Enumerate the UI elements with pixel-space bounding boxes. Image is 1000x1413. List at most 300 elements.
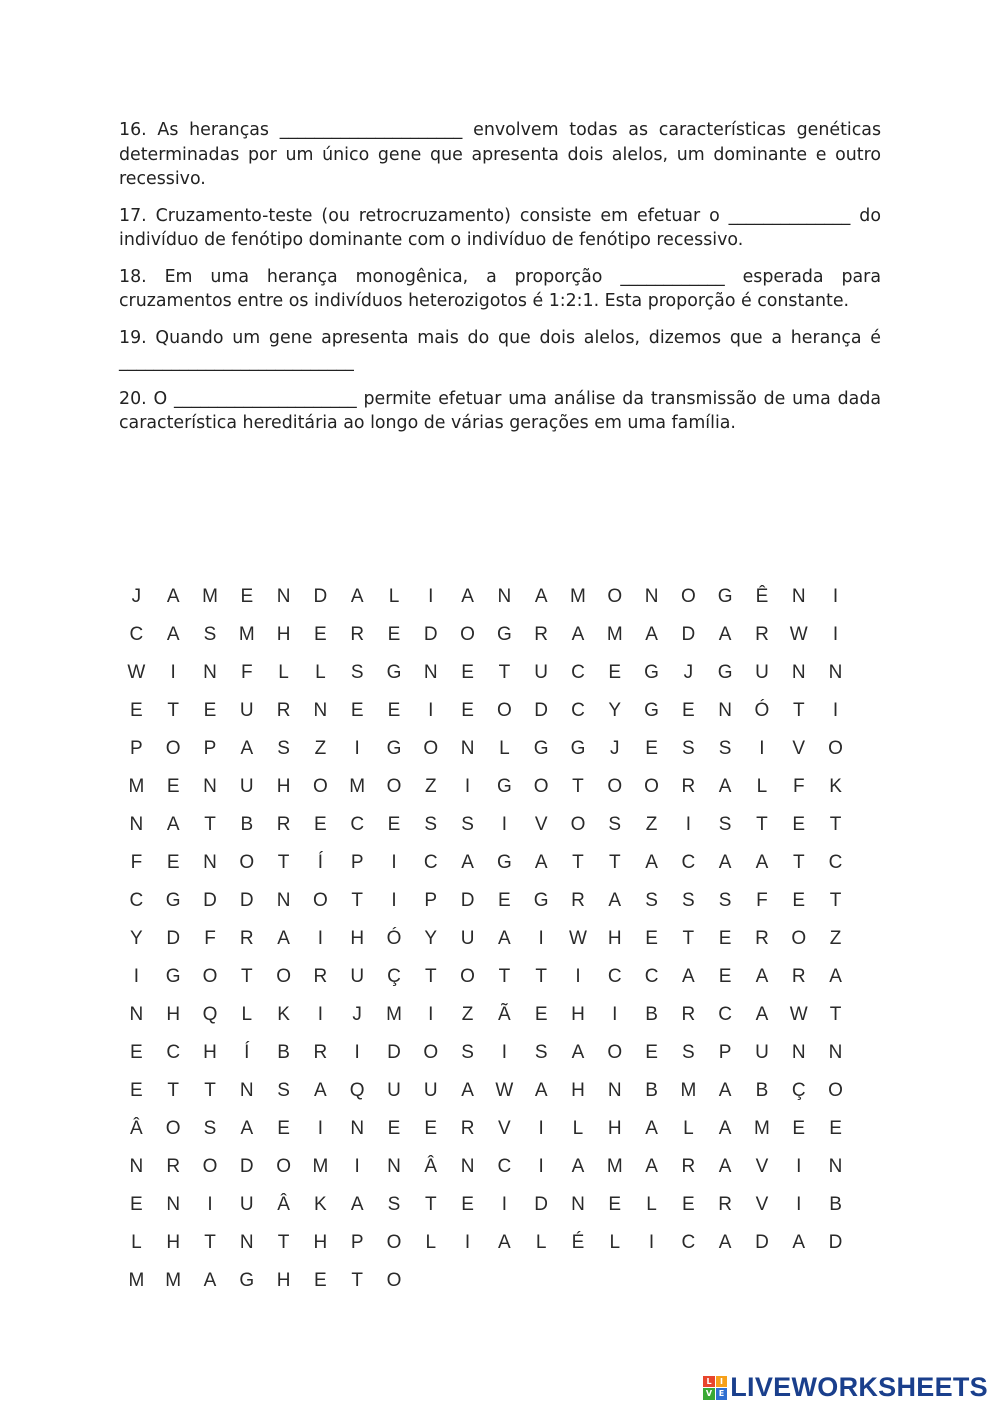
grid-letter[interactable]: O (312, 776, 328, 797)
grid-letter[interactable]: T (682, 928, 695, 949)
grid-letter[interactable]: E (130, 1080, 143, 1101)
grid-letter[interactable]: T (167, 700, 179, 721)
grid-letter[interactable]: N (203, 776, 217, 797)
grid-letter[interactable]: E (498, 890, 511, 911)
grid-letter[interactable]: O (496, 700, 512, 721)
grid-letter[interactable]: Â (424, 1156, 438, 1177)
grid-letter[interactable]: R (755, 928, 769, 949)
grid-letter[interactable]: E (645, 928, 658, 949)
grid-letter[interactable]: A (571, 1156, 585, 1177)
grid-letter[interactable]: H (276, 1270, 291, 1291)
grid-letter[interactable]: Í (317, 852, 324, 873)
grid-letter[interactable]: S (424, 814, 438, 835)
grid-letter[interactable]: U (460, 928, 475, 949)
grid-letter[interactable]: S (718, 738, 732, 759)
grid-letter[interactable]: G (496, 852, 512, 873)
grid-letter[interactable]: C (497, 1156, 512, 1177)
grid-letter[interactable]: A (461, 586, 474, 607)
grid-letter[interactable]: S (350, 662, 364, 683)
grid-letter[interactable]: O (791, 928, 807, 949)
grid-letter[interactable]: O (423, 738, 439, 759)
grid-letter[interactable]: I (685, 814, 691, 835)
grid-letter[interactable]: N (203, 852, 217, 873)
grid-letter[interactable]: Ó (754, 700, 770, 721)
grid-letter[interactable]: T (424, 966, 437, 987)
grid-letter[interactable]: É (571, 1232, 585, 1253)
grid-letter[interactable]: D (755, 1232, 769, 1253)
grid-letter[interactable]: K (829, 776, 842, 797)
grid-letter[interactable]: I (428, 700, 434, 721)
grid-letter[interactable]: I (832, 624, 839, 645)
grid-letter[interactable]: C (828, 852, 843, 873)
grid-letter[interactable]: S (718, 814, 732, 835)
grid-letter[interactable]: A (755, 966, 769, 987)
grid-letter[interactable]: C (718, 1004, 733, 1025)
grid-letter[interactable]: I (501, 814, 507, 835)
grid-letter[interactable]: G (644, 662, 659, 683)
grid-letter[interactable]: N (129, 814, 144, 835)
grid-letter[interactable]: A (166, 624, 180, 645)
answer-blank-20[interactable]: _____________________ (174, 388, 357, 409)
grid-letter[interactable]: N (497, 586, 512, 607)
grid-letter[interactable]: N (828, 662, 843, 683)
answer-blank-16[interactable]: _____________________ (279, 120, 463, 140)
grid-letter[interactable]: T (498, 662, 511, 683)
grid-letter[interactable]: A (829, 966, 842, 987)
grid-letter[interactable]: A (498, 1232, 511, 1253)
grid-letter[interactable]: R (571, 890, 585, 911)
grid-letter[interactable]: H (166, 1004, 181, 1025)
grid-letter[interactable]: G (386, 662, 402, 683)
grid-letter[interactable]: U (239, 776, 254, 797)
grid-letter[interactable]: I (501, 1194, 507, 1215)
grid-letter[interactable]: E (350, 700, 364, 721)
grid-letter[interactable]: C (571, 662, 585, 683)
grid-letter[interactable]: T (424, 1194, 437, 1215)
grid-letter[interactable]: P (350, 1232, 364, 1253)
grid-letter[interactable]: L (572, 1118, 584, 1139)
grid-letter[interactable]: C (129, 624, 144, 645)
grid-letter[interactable]: P (350, 852, 364, 873)
grid-letter[interactable]: S (277, 738, 290, 759)
grid-letter[interactable]: O (607, 776, 623, 797)
grid-letter[interactable]: P (203, 738, 217, 759)
grid-letter[interactable]: I (648, 1232, 655, 1253)
grid-letter[interactable]: T (351, 890, 363, 911)
grid-letter[interactable]: N (828, 1156, 843, 1177)
grid-letter[interactable]: I (612, 1004, 618, 1025)
grid-letter[interactable]: I (354, 1156, 360, 1177)
answer-blank-18[interactable]: ____________ (620, 266, 725, 287)
grid-letter[interactable]: G (533, 890, 549, 911)
grid-letter[interactable]: O (202, 1156, 218, 1177)
grid-letter[interactable]: O (386, 1270, 402, 1291)
grid-letter[interactable]: R (681, 776, 696, 797)
grid-letter[interactable]: D (423, 624, 438, 645)
grid-letter[interactable]: N (239, 1080, 254, 1101)
grid-letter[interactable]: M (349, 776, 366, 797)
grid-letter[interactable]: T (572, 852, 584, 873)
grid-letter[interactable]: E (792, 890, 806, 911)
grid-letter[interactable]: E (130, 700, 143, 721)
grid-letter[interactable]: E (240, 586, 254, 607)
grid-letter[interactable]: Y (130, 928, 143, 949)
grid-letter[interactable]: L (683, 1118, 694, 1139)
grid-letter[interactable]: D (681, 624, 696, 645)
grid-letter[interactable]: N (571, 1194, 585, 1215)
grid-letter[interactable]: A (534, 586, 548, 607)
grid-letter[interactable]: A (461, 1080, 474, 1101)
grid-letter[interactable]: F (240, 662, 253, 683)
grid-letter[interactable]: T (756, 814, 768, 835)
grid-letter[interactable]: R (534, 624, 549, 645)
grid-letter[interactable]: Y (424, 928, 438, 949)
grid-letter[interactable]: O (165, 738, 181, 759)
grid-letter[interactable]: E (682, 700, 695, 721)
grid-letter[interactable]: O (386, 1232, 402, 1253)
grid-letter[interactable]: A (645, 852, 658, 873)
grid-letter[interactable]: A (166, 814, 180, 835)
grid-letter[interactable]: U (755, 662, 769, 683)
grid-letter[interactable]: O (239, 852, 255, 873)
grid-letter[interactable]: L (278, 662, 289, 683)
grid-letter[interactable]: C (166, 1042, 181, 1063)
grid-letter[interactable]: P (424, 890, 438, 911)
grid-letter[interactable]: O (607, 1042, 623, 1063)
grid-letter[interactable]: L (646, 1194, 657, 1215)
grid-letter[interactable]: O (460, 624, 475, 645)
grid-letter[interactable]: R (313, 966, 328, 987)
grid-letter[interactable]: O (570, 814, 586, 835)
grid-letter[interactable]: A (645, 1118, 658, 1139)
grid-letter[interactable]: A (534, 1080, 548, 1101)
grid-letter[interactable]: A (718, 776, 732, 797)
grid-letter[interactable]: G (644, 700, 659, 721)
grid-letter[interactable]: S (682, 738, 695, 759)
grid-letter[interactable]: R (681, 1156, 696, 1177)
grid-letter[interactable]: E (387, 700, 401, 721)
grid-letter[interactable]: G (165, 966, 181, 987)
grid-letter[interactable]: H (350, 928, 365, 949)
grid-letter[interactable]: I (317, 928, 324, 949)
grid-letter[interactable]: U (350, 966, 365, 987)
grid-letter[interactable]: Y (608, 700, 622, 721)
grid-letter[interactable]: I (832, 586, 839, 607)
grid-letter[interactable]: C (644, 966, 659, 987)
grid-letter[interactable]: M (312, 1156, 329, 1177)
grid-letter[interactable]: Í (244, 1042, 250, 1063)
grid-letter[interactable]: P (130, 738, 143, 759)
grid-letter[interactable]: I (759, 738, 765, 759)
grid-letter[interactable]: O (644, 776, 659, 797)
grid-letter[interactable]: J (683, 662, 694, 683)
grid-letter[interactable]: I (538, 1156, 544, 1177)
grid-letter[interactable]: O (423, 1042, 439, 1063)
grid-letter[interactable]: I (428, 1004, 434, 1025)
grid-letter[interactable]: M (680, 1080, 697, 1101)
answer-blank-17[interactable]: ______________ (728, 205, 851, 226)
grid-letter[interactable]: B (829, 1194, 842, 1215)
grid-letter[interactable]: C (423, 852, 438, 873)
grid-letter[interactable]: A (645, 624, 658, 645)
grid-letter[interactable]: A (682, 966, 695, 987)
grid-letter[interactable]: S (387, 1194, 401, 1215)
grid-letter[interactable]: E (608, 662, 622, 683)
grid-letter[interactable]: A (277, 928, 290, 949)
grid-letter[interactable]: S (645, 890, 658, 911)
grid-letter[interactable]: E (829, 1118, 842, 1139)
grid-letter[interactable]: N (791, 662, 806, 683)
grid-letter[interactable]: A (314, 1080, 327, 1101)
grid-letter[interactable]: A (166, 586, 180, 607)
grid-letter[interactable]: M (386, 1004, 402, 1025)
grid-letter[interactable]: N (203, 662, 217, 683)
grid-letter[interactable]: W (127, 662, 146, 683)
grid-letter[interactable]: H (276, 776, 291, 797)
grid-letter[interactable]: G (239, 1270, 255, 1291)
grid-letter[interactable]: N (276, 890, 291, 911)
grid-letter[interactable]: U (387, 1080, 401, 1101)
grid-letter[interactable]: C (129, 890, 144, 911)
grid-letter[interactable]: T (351, 1270, 363, 1291)
grid-letter[interactable]: N (129, 1156, 144, 1177)
grid-letter[interactable]: Ó (386, 928, 402, 949)
grid-letter[interactable]: R (239, 928, 254, 949)
grid-letter[interactable]: T (240, 966, 253, 987)
grid-letter[interactable]: E (718, 928, 732, 949)
grid-letter[interactable]: B (240, 814, 254, 835)
grid-letter[interactable]: N (350, 1118, 365, 1139)
grid-letter[interactable]: A (571, 624, 585, 645)
grid-letter[interactable]: P (718, 1042, 732, 1063)
grid-letter[interactable]: E (461, 1194, 474, 1215)
grid-letter[interactable]: O (276, 1156, 291, 1177)
grid-letter[interactable]: D (534, 700, 549, 721)
grid-letter[interactable]: V (792, 738, 806, 759)
grid-letter[interactable]: T (277, 1232, 290, 1253)
grid-letter[interactable]: E (424, 1118, 438, 1139)
grid-letter[interactable]: T (792, 700, 805, 721)
grid-letter[interactable]: I (354, 738, 360, 759)
grid-letter[interactable]: Â (130, 1118, 143, 1139)
grid-letter[interactable]: C (571, 700, 585, 721)
grid-letter[interactable]: E (203, 700, 217, 721)
grid-letter[interactable]: D (313, 586, 328, 607)
grid-letter[interactable]: I (832, 700, 839, 721)
grid-letter[interactable]: T (829, 890, 842, 911)
grid-letter[interactable]: E (682, 1194, 695, 1215)
grid-letter[interactable]: W (789, 624, 808, 645)
grid-letter[interactable]: R (460, 1118, 475, 1139)
grid-letter[interactable]: M (754, 1118, 770, 1139)
grid-letter[interactable]: O (828, 1080, 843, 1101)
grid-letter[interactable]: I (464, 1232, 471, 1253)
grid-letter[interactable]: R (276, 814, 291, 835)
grid-letter[interactable]: V (755, 1194, 769, 1215)
grid-letter[interactable]: G (533, 738, 549, 759)
grid-letter[interactable]: O (460, 966, 475, 987)
grid-letter[interactable]: N (718, 700, 733, 721)
grid-letter[interactable]: G (165, 890, 181, 911)
grid-letter[interactable]: L (609, 1232, 621, 1253)
grid-letter[interactable]: A (350, 586, 364, 607)
grid-letter[interactable]: Ç (791, 1080, 806, 1101)
grid-letter[interactable]: D (203, 890, 217, 911)
grid-letter[interactable]: O (533, 776, 549, 797)
grid-letter[interactable]: S (461, 1042, 474, 1063)
grid-letter[interactable]: U (755, 1042, 769, 1063)
grid-letter[interactable]: B (277, 1042, 290, 1063)
grid-letter[interactable]: G (496, 776, 512, 797)
grid-letter[interactable]: V (498, 1118, 511, 1139)
grid-letter[interactable]: E (130, 1042, 143, 1063)
grid-letter[interactable]: A (240, 1118, 254, 1139)
grid-letter[interactable]: O (165, 1118, 181, 1139)
grid-letter[interactable]: T (792, 852, 805, 873)
grid-letter[interactable]: L (241, 1004, 253, 1025)
grid-letter[interactable]: D (387, 1042, 401, 1063)
grid-letter[interactable]: A (203, 1270, 217, 1291)
grid-letter[interactable]: T (608, 852, 621, 873)
grid-letter[interactable]: I (391, 890, 397, 911)
grid-letter[interactable]: S (608, 814, 622, 835)
grid-letter[interactable]: E (166, 776, 180, 797)
grid-letter[interactable]: E (645, 1042, 658, 1063)
grid-letter[interactable]: O (202, 966, 218, 987)
grid-letter[interactable]: R (791, 966, 806, 987)
grid-letter[interactable]: O (386, 776, 402, 797)
grid-letter[interactable]: U (423, 1080, 438, 1101)
grid-letter[interactable]: R (350, 624, 365, 645)
grid-letter[interactable]: M (165, 1270, 182, 1291)
grid-letter[interactable]: E (792, 814, 806, 835)
grid-letter[interactable]: M (606, 1156, 623, 1177)
grid-letter[interactable]: H (166, 1232, 181, 1253)
word-search-grid[interactable] (118, 578, 854, 1300)
grid-letter[interactable]: I (354, 1042, 360, 1063)
grid-letter[interactable]: N (828, 1042, 843, 1063)
grid-letter[interactable]: M (570, 586, 586, 607)
grid-letter[interactable]: M (128, 1270, 145, 1291)
grid-letter[interactable]: E (314, 1270, 327, 1291)
grid-letter[interactable]: B (755, 1080, 769, 1101)
grid-letter[interactable]: B (645, 1004, 658, 1025)
grid-letter[interactable]: E (314, 624, 327, 645)
grid-letter[interactable]: C (681, 1232, 696, 1253)
grid-letter[interactable]: N (129, 1004, 144, 1025)
grid-letter[interactable]: T (498, 966, 511, 987)
grid-letter[interactable]: G (496, 624, 512, 645)
grid-letter[interactable]: D (166, 928, 181, 949)
grid-letter[interactable]: S (534, 1042, 548, 1063)
grid-letter[interactable]: R (313, 1042, 328, 1063)
grid-letter[interactable]: A (571, 1042, 585, 1063)
grid-letter[interactable]: I (796, 1156, 802, 1177)
grid-letter[interactable]: O (312, 890, 328, 911)
grid-letter[interactable]: M (606, 624, 623, 645)
grid-letter[interactable]: I (317, 1118, 324, 1139)
grid-letter[interactable]: Q (202, 1004, 218, 1025)
grid-letter[interactable]: D (239, 1156, 254, 1177)
grid-letter[interactable]: I (796, 1194, 802, 1215)
grid-letter[interactable]: A (718, 1118, 732, 1139)
grid-letter[interactable]: E (461, 700, 474, 721)
grid-letter[interactable]: E (314, 814, 327, 835)
grid-letter[interactable]: F (792, 776, 805, 797)
grid-letter[interactable]: O (680, 586, 696, 607)
grid-letter[interactable]: T (204, 1080, 216, 1101)
grid-letter[interactable]: C (681, 852, 696, 873)
grid-letter[interactable]: A (755, 1004, 769, 1025)
grid-letter[interactable]: N (607, 1080, 622, 1101)
grid-letter[interactable]: L (315, 662, 326, 683)
grid-letter[interactable]: G (570, 738, 586, 759)
grid-letter[interactable]: T (204, 1232, 216, 1253)
grid-letter[interactable]: S (682, 1042, 695, 1063)
grid-letter[interactable]: H (571, 1004, 585, 1025)
grid-letter[interactable]: Ê (755, 586, 769, 607)
grid-letter[interactable]: Ã (498, 1004, 511, 1025)
grid-letter[interactable]: N (166, 1194, 181, 1215)
grid-letter[interactable]: T (572, 776, 584, 797)
grid-letter[interactable]: R (166, 1156, 181, 1177)
grid-letter[interactable]: A (534, 852, 548, 873)
grid-letter[interactable]: A (718, 1080, 732, 1101)
grid-letter[interactable]: N (387, 1156, 401, 1177)
grid-letter[interactable]: K (314, 1194, 327, 1215)
grid-letter[interactable]: N (791, 1042, 806, 1063)
grid-letter[interactable]: U (239, 1194, 254, 1215)
grid-letter[interactable]: J (131, 586, 142, 607)
grid-letter[interactable]: C (607, 966, 622, 987)
grid-letter[interactable]: Ç (387, 966, 401, 987)
grid-letter[interactable]: V (755, 1156, 769, 1177)
grid-letter[interactable]: H (276, 624, 291, 645)
grid-letter[interactable]: G (717, 662, 733, 683)
grid-letter[interactable]: A (350, 1194, 364, 1215)
grid-letter[interactable]: Z (645, 814, 658, 835)
grid-letter[interactable]: O (828, 738, 843, 759)
grid-letter[interactable]: Z (314, 738, 327, 759)
grid-letter[interactable]: A (718, 1232, 732, 1253)
grid-letter[interactable]: E (645, 738, 658, 759)
grid-letter[interactable]: E (277, 1118, 290, 1139)
grid-letter[interactable]: I (428, 586, 434, 607)
grid-letter[interactable]: M (238, 624, 255, 645)
grid-letter[interactable]: M (202, 586, 218, 607)
grid-letter[interactable]: V (534, 814, 548, 835)
grid-letter[interactable]: T (829, 1004, 842, 1025)
grid-letter[interactable]: U (534, 662, 549, 683)
grid-letter[interactable]: H (571, 1080, 585, 1101)
grid-letter[interactable]: E (387, 1118, 401, 1139)
grid-letter[interactable]: O (607, 586, 623, 607)
grid-letter[interactable]: H (607, 1118, 622, 1139)
grid-letter[interactable]: A (498, 928, 511, 949)
grid-letter[interactable]: N (460, 1156, 475, 1177)
grid-letter[interactable]: T (167, 1080, 179, 1101)
grid-letter[interactable]: B (645, 1080, 658, 1101)
grid-letter[interactable]: I (501, 1042, 507, 1063)
grid-letter[interactable]: H (313, 1232, 328, 1253)
grid-letter[interactable]: E (387, 624, 401, 645)
grid-letter[interactable]: A (718, 852, 732, 873)
grid-letter[interactable]: D (239, 890, 254, 911)
grid-letter[interactable]: O (276, 966, 291, 987)
grid-letter[interactable]: W (495, 1080, 514, 1101)
grid-letter[interactable]: E (792, 1118, 806, 1139)
grid-letter[interactable]: I (207, 1194, 213, 1215)
